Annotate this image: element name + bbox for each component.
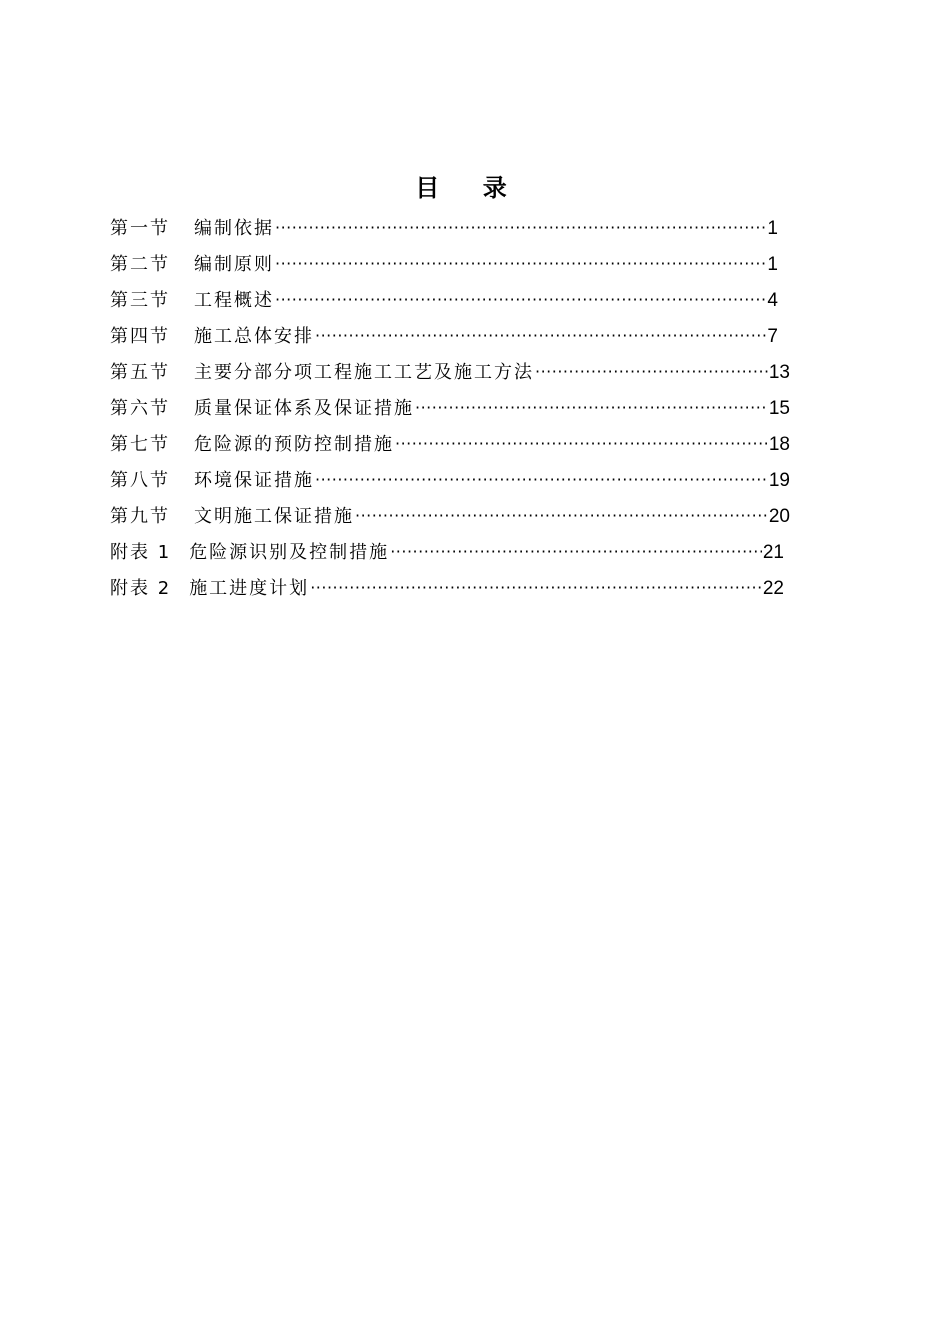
toc-entry-page: 1 — [767, 254, 778, 275]
toc-entry-label: 第六节 — [110, 398, 170, 419]
toc-entry-2[interactable] — [110, 248, 778, 284]
toc-entry-page: 15 — [768, 398, 790, 419]
toc-entry-text: 主要分部分项工程施工工艺及施工方法 — [194, 362, 534, 383]
toc-entry-text: 环境保证措施 — [194, 470, 314, 491]
toc-entry-text: 文明施工保证措施 — [194, 506, 354, 527]
toc-entry-label: 附表 2 — [110, 578, 172, 599]
toc-entry-leader — [275, 211, 766, 245]
toc-entry-4[interactable] — [110, 320, 778, 356]
toc-entry-7[interactable] — [110, 428, 790, 464]
toc-entry-leader — [535, 355, 768, 389]
toc-entry-label: 第九节 — [110, 506, 170, 527]
toc-entry-page: 4 — [767, 290, 778, 311]
toc-entry-page: 1 — [767, 218, 778, 239]
toc-entry-page: 18 — [768, 434, 790, 455]
toc-entry-text: 危险源的预防控制措施 — [194, 434, 394, 455]
toc-entry-leader — [415, 391, 768, 425]
toc-entry-label: 第八节 — [110, 470, 170, 491]
toc-list — [110, 212, 790, 608]
toc-entry-text: 编制原则 — [194, 254, 274, 275]
toc-entry-leader — [395, 427, 768, 461]
toc-entry-leader — [315, 319, 766, 353]
toc-entry-9[interactable] — [110, 500, 790, 536]
toc-entry-page: 22 — [762, 578, 784, 599]
toc-entry-page: 20 — [768, 506, 790, 527]
toc-entry-text: 编制依据 — [194, 218, 274, 239]
toc-title: 目 录 — [415, 174, 509, 202]
toc-entry-page: 13 — [768, 362, 790, 383]
toc-entry-leader — [355, 499, 768, 533]
toc-entry-leader — [390, 535, 762, 569]
toc-entry-text: 施工总体安排 — [194, 326, 314, 347]
toc-entry-text: 施工进度计划 — [189, 578, 310, 599]
toc-entry-3[interactable] — [110, 284, 778, 320]
toc-entry-page: 19 — [768, 470, 790, 491]
toc-entry-page: 21 — [762, 542, 784, 563]
toc-entry-11[interactable] — [110, 572, 784, 608]
toc-entry-5[interactable] — [110, 356, 790, 392]
toc-entry-6[interactable] — [110, 392, 790, 428]
toc-entry-label: 附表 1 — [110, 542, 172, 563]
toc-entry-label: 第一节 — [110, 218, 170, 239]
toc-entry-label: 第四节 — [110, 326, 170, 347]
toc-entry-leader — [275, 247, 766, 281]
toc-entry-text: 危险源识别及控制措施 — [189, 542, 390, 563]
toc-entry-leader — [310, 571, 762, 605]
toc-entry-leader — [275, 283, 766, 317]
toc-entry-label: 第三节 — [110, 290, 170, 311]
toc-entry-text: 工程概述 — [194, 290, 274, 311]
toc-entry-8[interactable] — [110, 464, 790, 500]
toc-entry-leader — [315, 463, 768, 497]
toc-entry-label: 第五节 — [110, 362, 170, 383]
toc-entry-page: 7 — [767, 326, 778, 347]
toc-entry-label: 第二节 — [110, 254, 170, 275]
toc-entry-text: 质量保证体系及保证措施 — [194, 398, 414, 419]
toc-entry-label: 第七节 — [110, 434, 170, 455]
toc-entry-1[interactable] — [110, 212, 778, 248]
toc-entry-10[interactable] — [110, 536, 784, 572]
